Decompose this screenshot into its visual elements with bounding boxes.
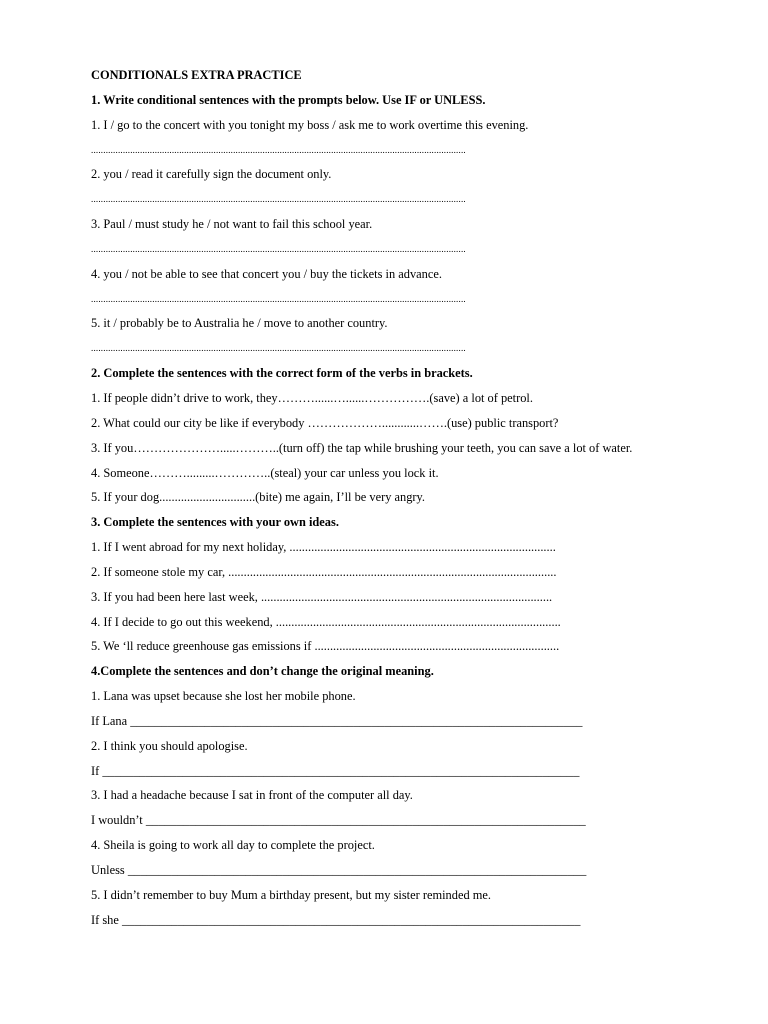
answer-line[interactable]: I wouldn’t _______________________________________________________________________ bbox=[91, 813, 586, 828]
section-4-item-3: 3. I had a headache because I sat in front of the computer all day. bbox=[91, 788, 413, 803]
page-title: CONDITIONALS EXTRA PRACTICE bbox=[91, 68, 302, 82]
section-3-item-3: 3. If you had been here last week, .............................................................................................. bbox=[91, 589, 553, 604]
section-4-heading: 4.Complete the sentences and don’t change the original meaning. bbox=[91, 664, 434, 679]
section-2-heading: 2. Complete the sentences with the correct form of the verbs in brackets. bbox=[91, 366, 473, 381]
section-3-item-1: 1. If I went abroad for my next holiday, ...................................................................................... bbox=[91, 540, 556, 555]
section-2-item-1: 1. If people didn’t drive to work, they………......…......…………….(save) a lot of petrol. bbox=[91, 390, 533, 405]
answer-line[interactable]: ......................................................................................................................................................... bbox=[91, 243, 466, 254]
answer-line[interactable]: ......................................................................................................................................................... bbox=[91, 144, 466, 155]
section-4-item-2: 2. I think you should apologise. bbox=[91, 738, 248, 753]
section-4-item-4: 4. Sheila is going to work all day to complete the project. bbox=[91, 838, 375, 853]
section-2-item-3: 3. If you………………….....………..(turn off) the tap while brushing your teeth, you can save a lot of water. bbox=[91, 440, 633, 455]
section-4-item-5: 5. I didn’t remember to buy Mum a birthday present, but my sister reminded me. bbox=[91, 887, 491, 902]
answer-line[interactable]: If she __________________________________________________________________________ bbox=[91, 912, 581, 927]
section-2-item-2: 2. What could our city be like if everybody ………………............…….(use) public transport? bbox=[91, 415, 559, 430]
answer-line[interactable]: ......................................................................................................................................................... bbox=[91, 194, 466, 205]
section-2-item-4: 4. Someone……….........…………..(steal) your car unless you lock it. bbox=[91, 465, 439, 480]
section-1-item-1: 1. I / go to the concert with you tonight my boss / ask me to work overtime this evening. bbox=[91, 117, 529, 132]
section-3-item-2: 2. If someone stole my car, .......................................................................................................... bbox=[91, 564, 557, 579]
section-1-item-5: 5. it / probably be to Australia he / move to another country. bbox=[91, 316, 388, 331]
answer-line[interactable]: If _____________________________________________________________________________ bbox=[91, 763, 580, 778]
section-4-item-1: 1. Lana was upset because she lost her mobile phone. bbox=[91, 689, 356, 704]
answer-line[interactable]: ......................................................................................................................................................... bbox=[91, 293, 466, 304]
section-1-item-3: 3. Paul / must study he / not want to fail this school year. bbox=[91, 217, 373, 232]
answer-line[interactable]: Unless __________________________________________________________________________ bbox=[91, 863, 587, 877]
section-2-item-5: 5. If your dog...............................(bite) me again, I’ll be very angry. bbox=[91, 490, 426, 505]
section-1-heading: 1. Write conditional sentences with the prompts below. Use IF or UNLESS. bbox=[91, 92, 486, 107]
section-3-heading: 3. Complete the sentences with your own ideas. bbox=[91, 515, 339, 530]
answer-line[interactable]: ......................................................................................................................................................... bbox=[91, 343, 466, 354]
section-3-item-4: 4. If I decide to go out this weekend, ............................................................................................ bbox=[91, 614, 561, 629]
answer-line[interactable]: If Lana _________________________________________________________________________ bbox=[91, 713, 583, 728]
section-3-item-5: 5. We ‘ll reduce greenhouse gas emissions if ............................................................................... bbox=[91, 639, 560, 654]
section-1-item-2: 2. you / read it carefully sign the document only. bbox=[91, 167, 332, 182]
section-1-item-4: 4. you / not be able to see that concert you / buy the tickets in advance. bbox=[91, 266, 442, 281]
worksheet bbox=[91, 67, 711, 937]
